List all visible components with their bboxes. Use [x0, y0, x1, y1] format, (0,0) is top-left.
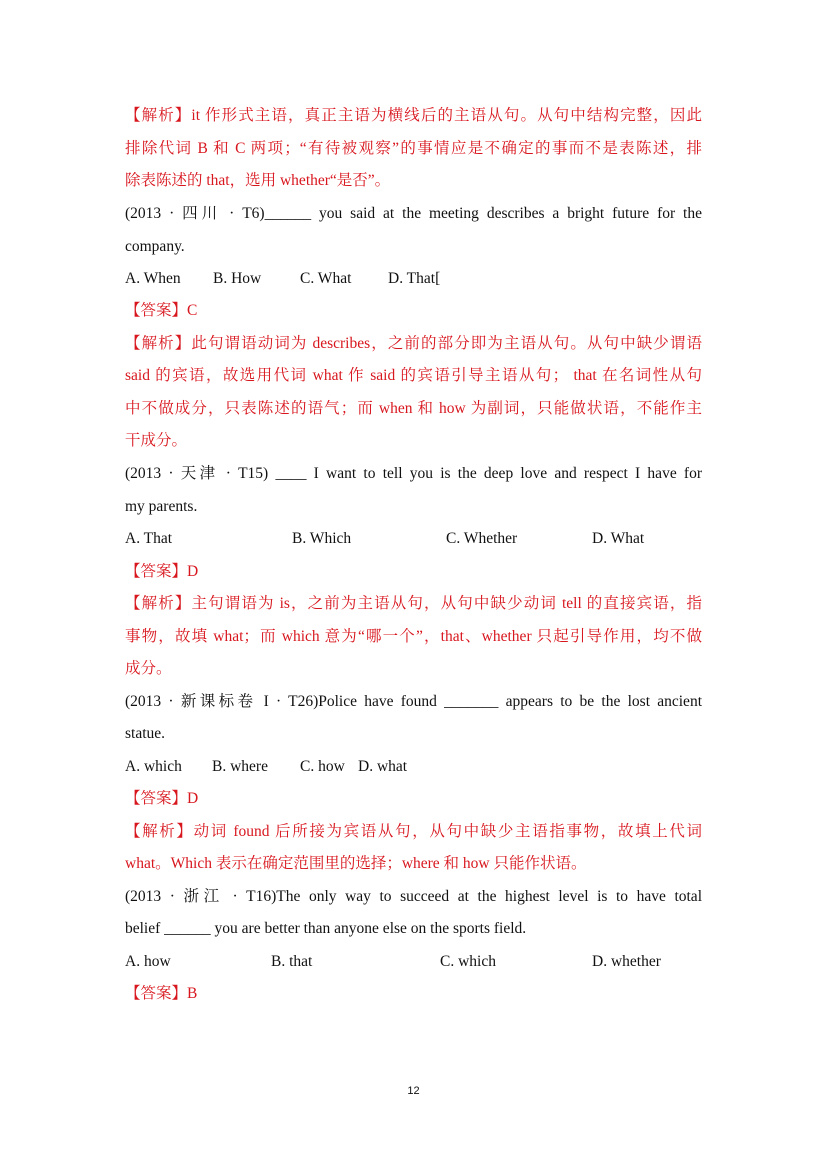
question-line: my parents.: [125, 498, 198, 515]
option-a: A. how: [125, 953, 171, 970]
analysis-line: 【解析】此句谓语动词为 describes，之前的部分即为主语从句。从句中缺少谓语: [125, 335, 702, 352]
analysis-line: 干成分。: [125, 432, 188, 449]
question-line: (2013 · 新课标卷 I · T26)Police have found _______ appears to be the lost ancient: [125, 693, 702, 710]
page-number: 12: [407, 1085, 420, 1097]
option-d: D. What: [592, 530, 645, 547]
analysis-line: 成分。: [125, 660, 172, 677]
option-c: C. Whether: [446, 530, 518, 547]
question-line: statue.: [125, 725, 166, 742]
option-b: B. where: [212, 758, 268, 775]
option-a: A. That: [125, 530, 173, 547]
option-b: B. Which: [292, 530, 352, 547]
answer: 【答案】C: [125, 302, 198, 319]
answer: 【答案】D: [125, 563, 199, 580]
analysis-line: 中不做成分，只表陈述的语气；而 when 和 how 为副词，只能做状语，不能作主: [125, 400, 702, 417]
analysis-line: 排除代词 B 和 C 两项；“有待被观察”的事情应是不确定的事而不是表陈述，排: [125, 140, 702, 157]
question-line: (2013 · 浙江 · T16)The only way to succeed at the highest level is to have total: [125, 888, 702, 905]
answer: 【答案】D: [125, 790, 199, 807]
option-d: D. whether: [592, 953, 661, 970]
option-b: B. that: [271, 953, 313, 970]
analysis-line: said 的宾语，故选用代词 what 作 said 的宾语引导主语从句； that 在名词性从句: [125, 367, 702, 384]
analysis-line: 【解析】it 作形式主语，真正主语为横线后的主语从句。从句中结构完整，因此: [125, 107, 702, 124]
question-line: company.: [125, 238, 185, 255]
question-line: (2013 · 天津 · T15) ____ I want to tell you is the deep love and respect I have for: [125, 465, 702, 482]
option-d: D. That[: [388, 270, 441, 287]
question-line: belief ______ you are better than anyone else on the sports field.: [125, 920, 527, 937]
option-c: C. how: [300, 758, 345, 775]
analysis-line: 【解析】动词 found 后所接为宾语从句，从句中缺少主语指事物，故填上代词: [125, 823, 702, 840]
option-a: A. which: [125, 758, 182, 775]
analysis-line: 除表陈述的 that，选用 whether“是否”。: [125, 172, 391, 189]
option-d: D. what: [358, 758, 408, 775]
analysis-line: 事物，故填 what；而 which 意为“哪一个”，that、whether 只起引导作用，均不做: [125, 628, 702, 645]
option-c: C. which: [440, 953, 496, 970]
option-c: C. What: [300, 270, 352, 287]
analysis-line: what。Which 表示在确定范围里的选择；where 和 how 只能作状语。: [125, 855, 587, 872]
option-a: A. When: [125, 270, 181, 287]
analysis-line: 【解析】主句谓语为 is，之前为主语从句，从句中缺少动词 tell 的直接宾语，指: [125, 595, 702, 612]
option-b: B. How: [213, 270, 262, 287]
answer: 【答案】B: [125, 985, 198, 1002]
question-line: (2013 · 四川 · T6)______ you said at the meeting describes a bright future for the: [125, 205, 702, 222]
